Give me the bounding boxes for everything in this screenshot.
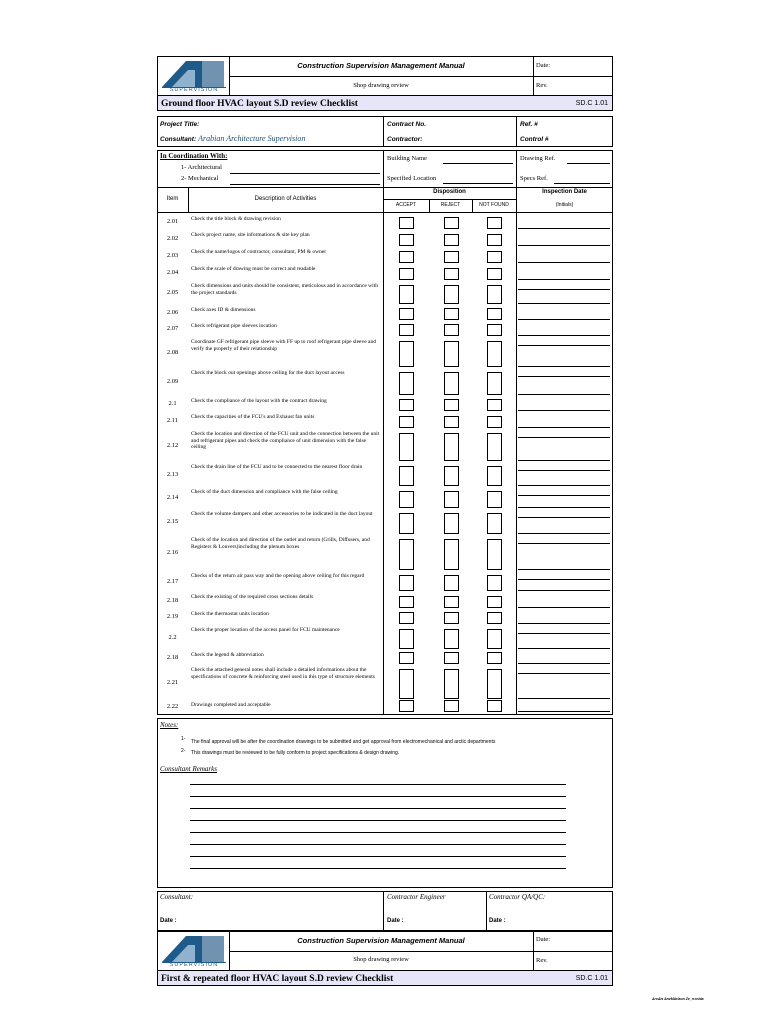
reject-checkbox[interactable]: [444, 285, 459, 304]
accept-checkbox[interactable]: [399, 372, 414, 395]
reject-checkbox[interactable]: [444, 700, 459, 712]
not-found-checkbox[interactable]: [487, 285, 502, 304]
row-description: Check the thermostat units location: [191, 611, 269, 617]
not-found-checkbox[interactable]: [487, 234, 502, 246]
row-description: Check the name/logos of contractor, consultant, PM & owner: [191, 249, 327, 255]
not-found-checkbox[interactable]: [487, 575, 502, 591]
accept-checkbox[interactable]: [399, 700, 414, 712]
footer-checklist-title-bar: [157, 970, 613, 986]
consultant-value: Arabian Architecture Supervision: [198, 134, 306, 143]
accept-checkbox[interactable]: [399, 234, 414, 246]
not-found-checkbox[interactable]: [487, 669, 502, 699]
accept-checkbox[interactable]: [399, 466, 414, 486]
row-description: Check dimensions and units should be consistent, meticulous and in accordance with the project standards: [191, 283, 378, 296]
reject-checkbox[interactable]: [444, 513, 459, 534]
inspection-initials-line[interactable]: [518, 673, 610, 674]
row-description: Check the compliance of the layout with the contract drawing: [191, 398, 327, 404]
reject-checkbox[interactable]: [444, 324, 459, 336]
coordination-item-2: 2- Mechanical: [181, 175, 219, 182]
col-accept: ACCEPT: [395, 202, 417, 208]
inspection-date-line[interactable]: [518, 648, 610, 649]
inspection-date-line[interactable]: [518, 460, 610, 461]
not-found-checkbox[interactable]: [487, 324, 502, 336]
contract-label: Contract No.: [387, 121, 426, 128]
sig-date-3: Date :: [489, 918, 506, 924]
not-found-checkbox[interactable]: [487, 416, 502, 428]
row-description: Check axes ID & dimensions: [191, 307, 256, 313]
inspection-date-line[interactable]: [518, 590, 610, 591]
inspection-date-line[interactable]: [518, 507, 610, 508]
reject-checkbox[interactable]: [444, 372, 459, 395]
reject-checkbox[interactable]: [444, 652, 459, 664]
col-initials: (Initials): [555, 202, 574, 208]
note-1-num: 1-: [181, 736, 186, 742]
inspection-date-line[interactable]: [518, 335, 610, 336]
row-description: Check the volume dampers and other accessories to be indicated in the duct layout: [191, 511, 373, 517]
inspection-date-line[interactable]: [518, 569, 610, 570]
accept-checkbox[interactable]: [399, 341, 414, 367]
inspection-date-line[interactable]: [518, 319, 610, 320]
inspection-initials-line[interactable]: [518, 579, 610, 580]
not-found-checkbox[interactable]: [487, 268, 502, 280]
accept-checkbox[interactable]: [399, 652, 414, 664]
accept-checkbox[interactable]: [399, 629, 414, 649]
inspection-initials-line[interactable]: [518, 345, 610, 346]
row-description: Check the drain line of the FCU and to be connected to the nearest floor drain: [191, 464, 363, 470]
reject-checkbox[interactable]: [444, 575, 459, 591]
footer-checklist-title: First & repeated floor HVAC layout S.D review Checklist: [161, 974, 394, 984]
not-found-checkbox[interactable]: [487, 217, 502, 229]
row-item-number: 2.07: [166, 325, 179, 332]
reject-checkbox[interactable]: [444, 433, 459, 461]
accept-checkbox[interactable]: [399, 539, 414, 570]
inspection-date-line[interactable]: [518, 711, 610, 712]
contractor-label: Contractor:: [387, 136, 423, 143]
date-label: Date:: [536, 62, 551, 69]
coordination-item-1: 1- Architectural: [181, 164, 222, 171]
footer-rev-label: Rev.: [536, 957, 548, 964]
note-1-text: The final approval will be after the coordination drawings to be submitted and get approval from electromechanical and arctic departments: [191, 739, 496, 745]
inspection-date-line[interactable]: [518, 533, 610, 534]
not-found-checkbox[interactable]: [487, 491, 502, 508]
inspection-date-line[interactable]: [518, 410, 610, 411]
row-description: Check refrigerant pipe sleeves location: [191, 323, 277, 329]
inspection-date-line[interactable]: [518, 427, 610, 428]
accept-checkbox[interactable]: [399, 513, 414, 534]
note-2-text: This drawings must be reviewed to be fully conform to project specifications & design drawing.: [191, 750, 400, 756]
not-found-checkbox[interactable]: [487, 652, 502, 664]
consultant-row: [160, 134, 305, 143]
reject-checkbox[interactable]: [444, 268, 459, 280]
row-description: Check of the location and direction of the outlet and return (Grills, Diffusers, and Registers & Louvers)including the plenum boxes: [191, 537, 370, 550]
footer-date-label: Date:: [536, 936, 551, 943]
row-item-number: 2.01: [166, 218, 179, 225]
reject-checkbox[interactable]: [444, 612, 459, 624]
sig-date-1: Date :: [160, 918, 177, 924]
row-description: Checks of the return air pass way and the opening above ceiling for this regard: [191, 573, 365, 579]
row-item-number: 2.19: [166, 613, 179, 620]
row-description: Check of the duct dimension and compliance with the false ceiling: [191, 489, 338, 495]
inspection-initials-line[interactable]: [518, 376, 610, 377]
inspection-initials-line[interactable]: [518, 543, 610, 544]
accept-checkbox[interactable]: [399, 491, 414, 508]
row-item-number: 2.11: [166, 416, 179, 424]
sig-consultant: Consultant:: [160, 893, 194, 901]
inspection-date-line[interactable]: [518, 663, 610, 664]
row-item-number: 2.21: [166, 678, 179, 686]
accept-checkbox[interactable]: [399, 612, 414, 624]
footer-subtitle: Shop drawing review: [353, 956, 409, 963]
reject-checkbox[interactable]: [444, 399, 459, 411]
row-description: Check the block out openings above ceiling for the duct layout access: [191, 370, 345, 376]
inspection-date-line[interactable]: [518, 394, 610, 395]
company-logo: [162, 58, 226, 94]
not-found-checkbox[interactable]: [487, 372, 502, 395]
col-description: Description of Activities: [254, 196, 317, 202]
accept-checkbox[interactable]: [399, 251, 414, 263]
row-item-number: 2.14: [166, 494, 179, 501]
row-item-number: 2.18: [166, 653, 179, 661]
inspection-date-line[interactable]: [518, 228, 610, 229]
drawing-ref-label: Drawing Ref.: [520, 155, 556, 162]
reject-checkbox[interactable]: [444, 539, 459, 570]
inspection-date-line[interactable]: [518, 607, 610, 608]
row-item-number: 2.15: [166, 518, 179, 525]
row-item-number: 2.12: [166, 441, 179, 449]
reject-checkbox[interactable]: [444, 251, 459, 263]
row-item-number: 2.13: [166, 470, 179, 478]
page-note: ArcAis AnvMAriaon Ze_n:rn/da: [652, 997, 704, 1001]
project-title-label: Project Title:: [160, 121, 200, 128]
inspection-initials-line[interactable]: [518, 289, 610, 290]
not-found-checkbox[interactable]: [487, 596, 502, 608]
accept-checkbox[interactable]: [399, 268, 414, 280]
inspection-date-line[interactable]: [518, 698, 610, 699]
inspection-date-line[interactable]: [518, 485, 610, 486]
specs-ref-label: Specs Ref.: [520, 175, 548, 182]
row-item-number: 2.1: [168, 400, 177, 407]
checklist-code: SD.C 1.01: [575, 100, 608, 107]
not-found-checkbox[interactable]: [487, 251, 502, 263]
row-item-number: 2.09: [166, 378, 179, 385]
reject-checkbox[interactable]: [444, 416, 459, 428]
footer-checklist-code: SD.C 1.01: [575, 975, 608, 982]
manual-title: Construction Supervision Management Manual: [297, 61, 465, 70]
row-item-number: 2.03: [166, 251, 179, 259]
row-item-number: 2.04: [166, 268, 179, 276]
rev-label: Rev.: [536, 82, 548, 89]
sig-contractor-qa: Contractor QA/QC:: [489, 893, 546, 901]
reject-checkbox[interactable]: [444, 629, 459, 649]
row-description: Check the location and direction of the FCU unit and the connection between the unit and refrigerant pipes and check the compliance of unit dimension with the false ceiling: [191, 431, 380, 450]
inspection-initials-line[interactable]: [518, 517, 610, 518]
not-found-checkbox[interactable]: [487, 629, 502, 649]
col-item: Item: [166, 196, 179, 202]
not-found-checkbox[interactable]: [487, 308, 502, 320]
row-description: Check the proper location of the access panel for FCU maintenance: [191, 627, 340, 633]
col-inspection-date: Inspection Date: [542, 189, 587, 195]
row-item-number: 2.08: [166, 348, 179, 356]
col-not-found: NOT FOUND: [479, 202, 509, 208]
accept-checkbox[interactable]: [399, 575, 414, 591]
row-description: Check the legend & abbreviation: [191, 652, 264, 658]
not-found-checkbox[interactable]: [487, 700, 502, 712]
accept-checkbox[interactable]: [399, 399, 414, 411]
reject-checkbox[interactable]: [444, 466, 459, 486]
reject-checkbox[interactable]: [444, 308, 459, 320]
building-name-label: Building Name: [387, 155, 427, 162]
accept-checkbox[interactable]: [399, 217, 414, 229]
accept-checkbox[interactable]: [399, 324, 414, 336]
reject-checkbox[interactable]: [444, 341, 459, 367]
inspection-date-line[interactable]: [518, 303, 610, 304]
row-item-number: 2.18: [166, 596, 179, 604]
reject-checkbox[interactable]: [444, 669, 459, 699]
not-found-checkbox[interactable]: [487, 466, 502, 486]
ref-label: Ref. #: [520, 121, 538, 128]
accept-checkbox[interactable]: [399, 285, 414, 304]
inspection-date-line[interactable]: [518, 623, 610, 624]
inspection-initials-line[interactable]: [518, 495, 610, 496]
logo-text: SUPERVISION: [169, 87, 219, 93]
inspection-date-line[interactable]: [518, 245, 610, 246]
sig-date-2: Date :: [387, 918, 404, 924]
col-reject: REJECT: [440, 202, 461, 208]
accept-checkbox[interactable]: [399, 433, 414, 461]
row-description: Check the existing of the required cross sections details: [191, 594, 314, 600]
inspection-date-line[interactable]: [518, 366, 610, 367]
reject-checkbox[interactable]: [444, 596, 459, 608]
row-description: Drawings completed and acceptable: [191, 702, 271, 708]
footer-logo-text: SUPERVISION: [169, 962, 219, 968]
footer-company-logo: [162, 933, 226, 969]
row-description: Check the scale of drawing must be correct and readable: [191, 266, 316, 272]
inspection-date-line[interactable]: [518, 262, 610, 263]
note-2-num: 2-: [181, 748, 186, 754]
row-description: Check the capacities of the FCU's and Exhaust fan units: [191, 414, 315, 420]
checklist-title-bar: [157, 95, 613, 111]
not-found-checkbox[interactable]: [487, 399, 502, 411]
row-description: Check project name, site informations & site key plan: [191, 232, 310, 238]
row-item-number: 2.02: [166, 234, 179, 242]
row-item-number: 2.16: [166, 549, 179, 556]
accept-checkbox[interactable]: [399, 308, 414, 320]
row-item-number: 2.06: [166, 309, 179, 316]
inspection-date-line[interactable]: [518, 279, 610, 280]
inspection-initials-line[interactable]: [518, 437, 610, 438]
footer-manual-title: Construction Supervision Management Manual: [297, 936, 465, 945]
row-description: Check the attached general notes shall include a detailed informations about the specifications of concrete & reinforcing steel used in this type of structure elements: [191, 667, 375, 680]
accept-checkbox[interactable]: [399, 596, 414, 608]
checklist-title: Ground floor HVAC layout S.D review Checklist: [161, 99, 358, 109]
accept-checkbox[interactable]: [399, 669, 414, 699]
specified-location-label: Specified Location: [387, 175, 437, 182]
notes-label: Notes:: [160, 721, 179, 729]
accept-checkbox[interactable]: [399, 416, 414, 428]
row-item-number: 2.17: [166, 577, 179, 585]
inspection-initials-line[interactable]: [518, 470, 610, 471]
reject-checkbox[interactable]: [444, 234, 459, 246]
row-description: Check the title block & drawing revision: [191, 216, 281, 222]
not-found-checkbox[interactable]: [487, 513, 502, 534]
row-item-number: 2.2: [168, 633, 177, 641]
row-item-number: 2.05: [166, 289, 179, 296]
not-found-checkbox[interactable]: [487, 433, 502, 461]
row-description: Coordinate GF refrigerant pipe sleeve with FF up to roof refrigerant pipe sleeve and verify the properly of their relationship: [191, 339, 376, 352]
not-found-checkbox[interactable]: [487, 612, 502, 624]
reject-checkbox[interactable]: [444, 491, 459, 508]
inspection-initials-line[interactable]: [518, 633, 610, 634]
col-disposition: Disposition: [433, 189, 466, 195]
control-label: Control #: [520, 136, 549, 143]
sig-contractor-engineer: Contractor Engineer: [387, 893, 446, 901]
not-found-checkbox[interactable]: [487, 341, 502, 367]
consultant-label: Consultant:: [160, 136, 197, 143]
row-item-number: 2.22: [166, 702, 179, 710]
subtitle: Shop drawing review: [353, 82, 409, 89]
consultant-remarks-label: Consultant Remarks: [160, 765, 217, 773]
not-found-checkbox[interactable]: [487, 539, 502, 570]
reject-checkbox[interactable]: [444, 217, 459, 229]
coordination-label: In Coordination With:: [160, 152, 228, 160]
